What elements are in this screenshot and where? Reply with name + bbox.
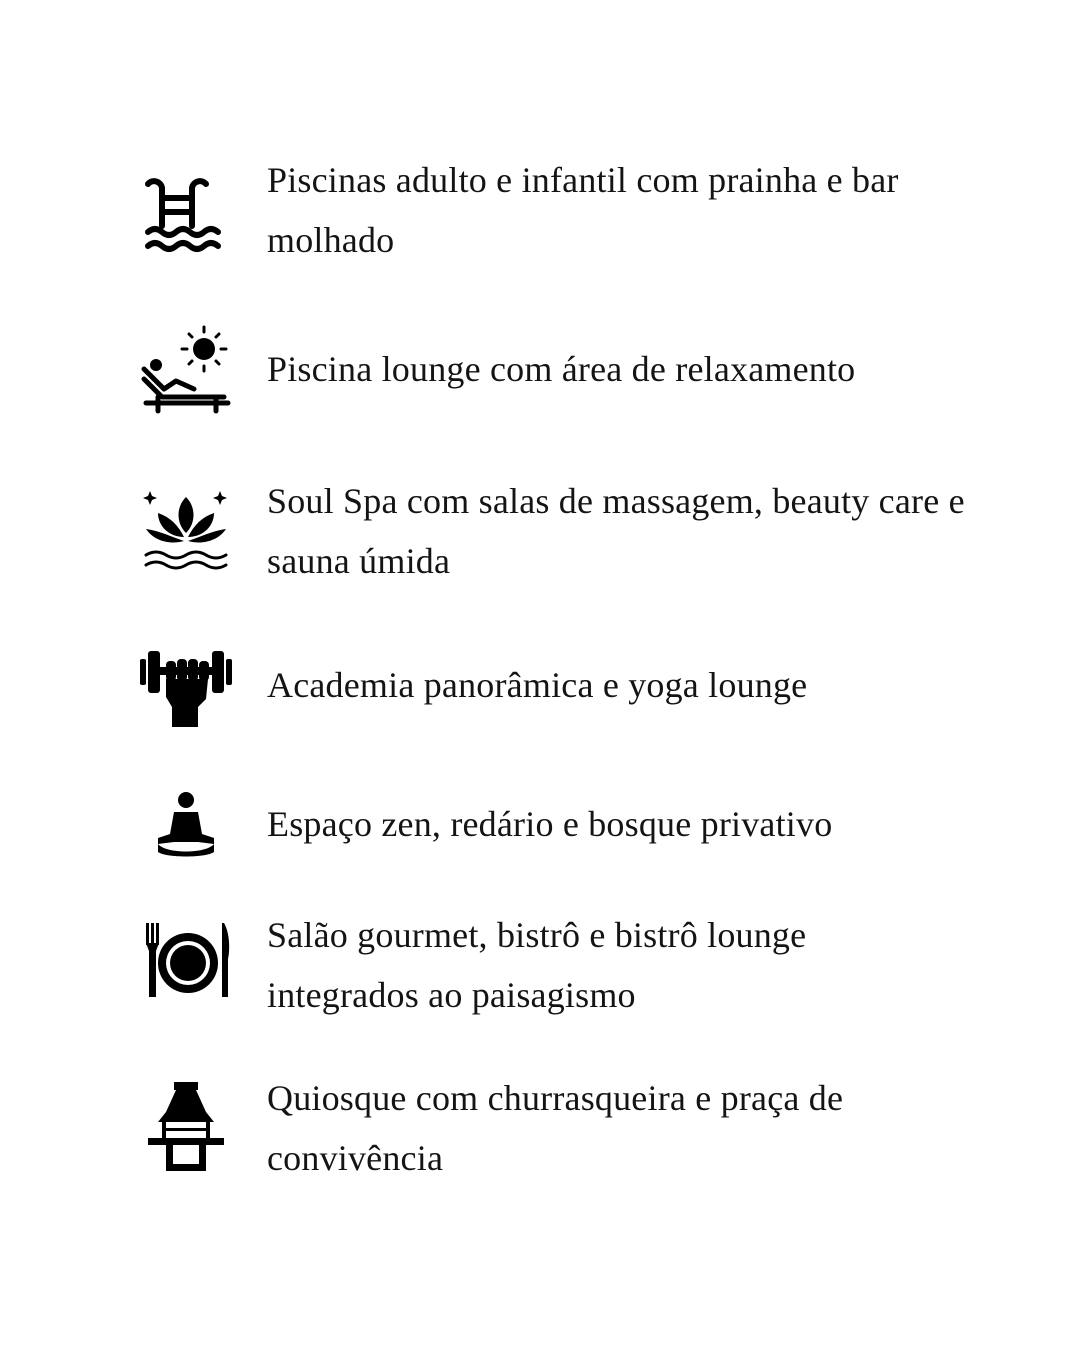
swimming-pool-ladder-icon (140, 166, 232, 256)
amenity-label: Piscinas adulto e infantil com prainha e bar molhado (267, 160, 899, 260)
amenity-label: Salão gourmet, bistrô e bistrô lounge integrados ao paisagismo (267, 915, 807, 1015)
plate-cutlery-icon (140, 921, 232, 1001)
amenity-label: Soul Spa com salas de massagem, beauty care e sauna úmida (267, 481, 965, 581)
barbecue-grill-icon (140, 1082, 232, 1174)
amenity-label: Academia panorâmica e yoga lounge (267, 665, 808, 705)
dumbbell-fist-icon (140, 647, 232, 731)
amenity-label: Quiosque com churrasqueira e praça de convivência (267, 1078, 844, 1178)
amenity-label: Piscina lounge com área de relaxamento (267, 349, 856, 389)
sunbed-lounge-icon (140, 323, 232, 419)
meditation-person-icon (140, 792, 232, 858)
lotus-spa-icon (140, 483, 232, 575)
amenity-label: Espaço zen, redário e bosque privativo (267, 804, 833, 844)
